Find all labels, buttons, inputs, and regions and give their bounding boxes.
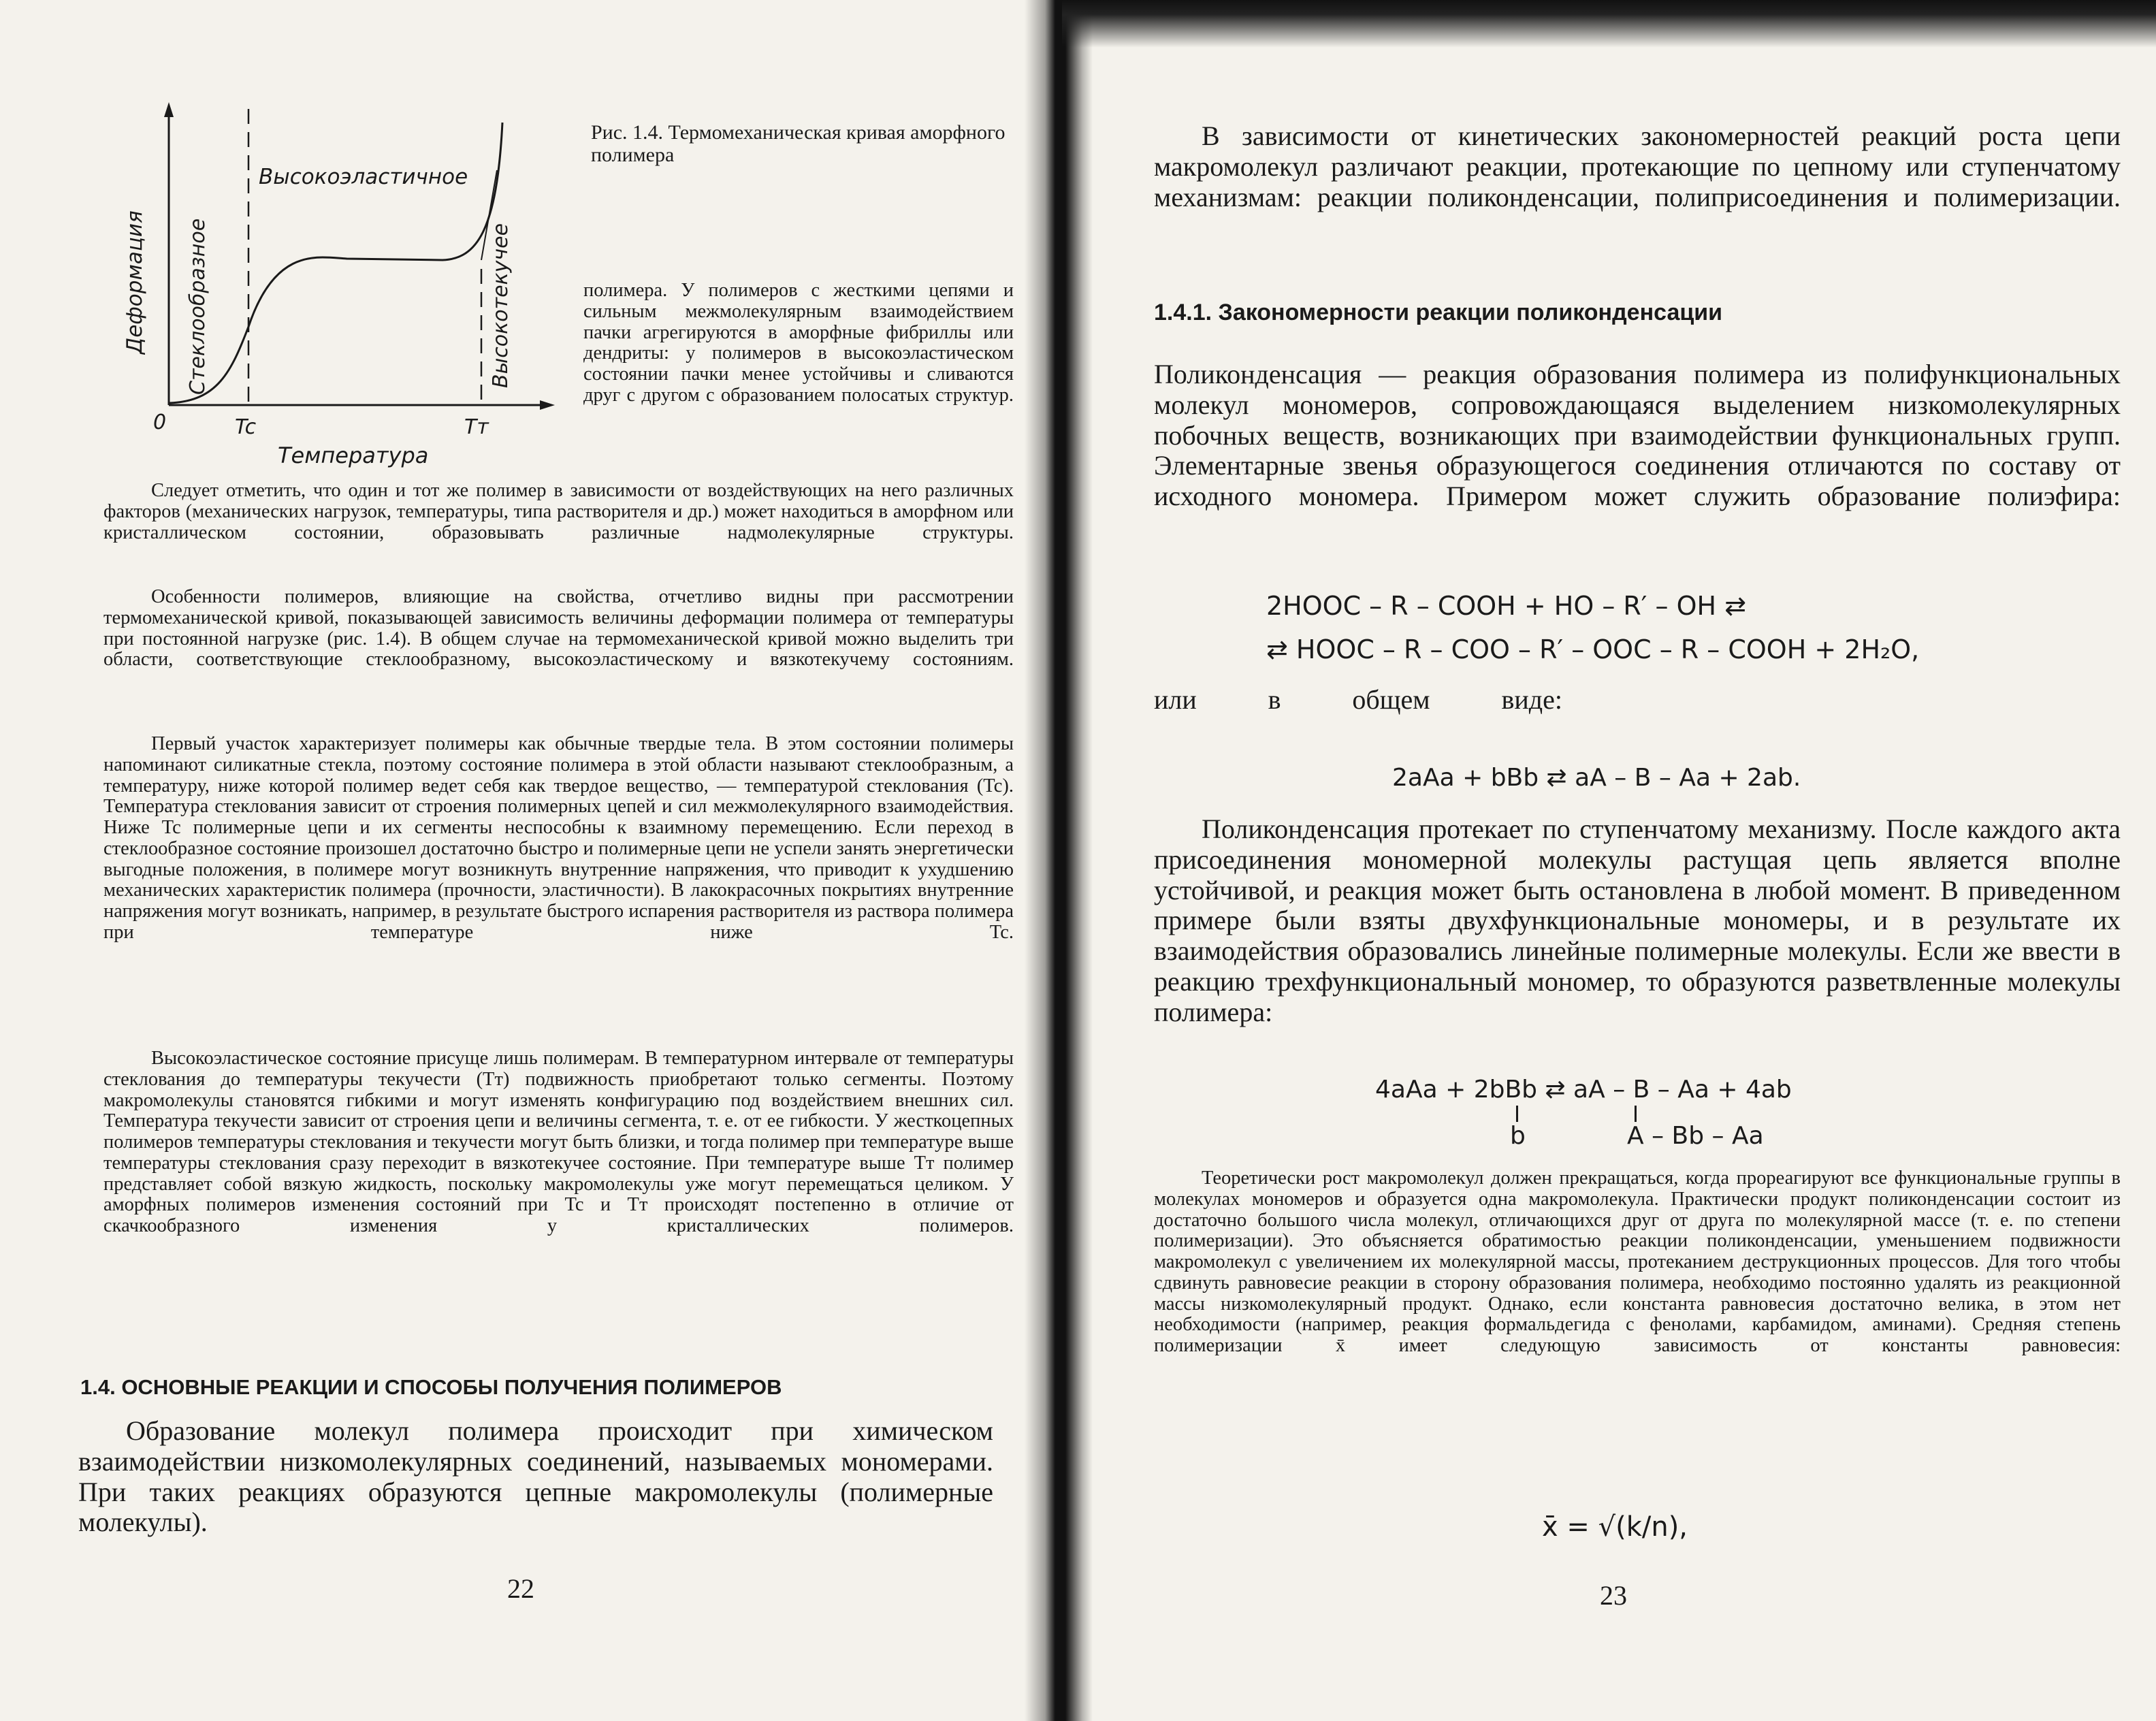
equation-polyester-line1: 2HOOC – R – COOH + HO – R′ – OH ⇄ [1266, 591, 1746, 621]
paragraph: Образование молекул полимера происходит при химическом взаимодействии низкомолекулярных соединений, называемых мономерами. При таких реакциях образуются цепные макромолекулы (полимерные молекулы). [78, 1415, 993, 1538]
equation-polymerization-degree: x̄ = √(k/n), [1542, 1511, 1688, 1543]
figure-caption: Рис. 1.4. Термомеханическая кривая аморфного полимера [591, 121, 1005, 166]
equation-polyester-line2: ⇄ HOOC – R – COO – R′ – OOC – R – COOH + 2H₂O, [1266, 634, 1920, 664]
thermomechanical-curve-figure [123, 95, 572, 477]
subsection-heading: 1.4.1. Закономерности реакции поликонденсации [1154, 300, 1723, 325]
branch-bond-2 [1635, 1106, 1637, 1122]
page-number: 23 [1600, 1580, 1627, 1611]
paragraph: полимера. У полимеров с жесткими цепями и сильным межмолекулярным взаимодействием пачки агрегируются в аморфные фибриллы или дендриты: у полимеров в высокоэластическом состоянии пачки менее устойчивы и сливаются друг с другом с образованием полосатых структур. [583, 280, 1014, 406]
paragraph: Особенности полимеров, влияющие на свойства, отчетливо видны при рассмотрении термомеханической кривой, показывающей зависимость величины деформации полимера от температуры при постоянной нагрузке (рис. 1.4). В общем случае на термомеханической кривой можно выделить три области, соответствующие стеклообразному, высокоэластическому и вязкотекучему состояниям. [103, 586, 1014, 671]
equation-general: 2aAa + bBb ⇄ aA – B – Aa + 2ab. [1392, 764, 1801, 792]
right-page [1082, 0, 2156, 1721]
left-page [0, 0, 1048, 1721]
y-axis-arrow [164, 102, 174, 117]
equation-branched-b: b [1510, 1122, 1526, 1150]
x-axis-arrow [540, 400, 555, 410]
tc-tick-label: Tc [235, 415, 257, 439]
y-axis-label: Деформация [123, 210, 147, 354]
paragraph: Поликонденсация протекает по ступенчатому механизму. После каждого акта присоединения мономерной молекулы растущая цепь является вполне устойчивой, и реакция может быть остановлена в любой момент. В приведенном примере были взяты двухфункциональные мономеры, и в результате их взаимодействия образовались линейные полимерные молекулы. Если же ввести в реакцию трехфункциональный мономер, то образуются разветвленные молекулы полимера: [1154, 814, 2121, 1027]
paragraph: или в общем виде: [1154, 684, 1562, 715]
paragraph: Теоретически рост макромолекул должен прекращаться, когда прореагируют все функциональные группы в молекулах мономеров и образуется одна макромолекула. Практически продукт поликонденсации состоит из достаточно большого числа молекул, отличающихся друг от друга по молекулярной массе (т. е. по степени полимеризации). Это объясняется обратимостью реакции поликонденсации, уменьшением подвижности макромолекул с увеличением их молекулярной массы, протеканием деструкционных процессов. Для того чтобы сдвинуть равновесие реакции в сторону образования полимера, необходимо постоянно удалять из реакционной массы низкомолекулярный продукт. Однако, если константа равновесия достаточно велика, в этом нет необходимости (например, реакция формальдегида с фенолами, карбамидом, аминами). Средняя степень полимеризации x̄ имеет следующую зависимость от константы равновесия: [1154, 1168, 2121, 1357]
equation-branched [1375, 1076, 1852, 1151]
equation-branched-main: 4aAa + 2bBb ⇄ aA – B – Aa + 4ab [1375, 1076, 1792, 1104]
paragraph: Поликонденсация — реакция образования полимера из полифункциональных молекул мономеров, сопровождающаяся выделением низкомолекулярных побочных веществ, возникающих при взаимодействии функциональных групп. Элементарные звенья образующегося соединения отличаются по составу от исходного мономера. Примером может служить образование полиэфира: [1154, 359, 2121, 512]
tt-tick-label: Tт [464, 415, 489, 439]
paragraph: Высокоэластическое состояние присуще лишь полимерам. В температурном интервале от температуры стеклования до температуры текучести (Tт) подвижность приобретают только сегменты. Поэтому макромолекулы становятся гибкими и могут изменять конфигурацию под воздействием внешних сил. Температура текучести зависит от строения цепи и величины сегмента, т. е. от ее гибкости. У жесткоцепных полимеров температуры стеклования и текучести могут быть близки, и тогда полимер при температуре выше температуры стеклования сразу переходит в вязкотекучее состояние. При температуре выше Tт полимер представляет собой вязкую жидкость, поскольку макромолекулы уже могут перемещаться целиком. У аморфных полимеров изменения состояний при Tc и Tт происходят постепенно в отличие от скачкообразного изменения у кристаллических полимеров. [103, 1048, 1014, 1237]
region-flow-label: Высокотекучее [489, 223, 513, 388]
region-elastic-label: Высокоэластичное [259, 165, 468, 189]
equation-branched-branch: A – Bb – Aa [1627, 1122, 1764, 1150]
branch-bond-1 [1516, 1106, 1518, 1122]
region-glassy-label: Стеклообразное [186, 218, 210, 395]
origin-label: 0 [153, 411, 167, 434]
paragraph: В зависимости от кинетических закономерностей реакций роста цепи макромолекул различают реакции, протекающие по цепному или ступенчатому механизмам: реакции поликонденсации, полиприсоединения и полимеризации. [1154, 120, 2121, 212]
paragraph: Следует отметить, что один и тот же полимер в зависимости от воздействующих на него различных факторов (механических нагрузок, температуры, типа растворителя и др.) может находиться в аморфном или кристаллическом состоянии, образовывать различные надмолекулярные структуры. [103, 480, 1014, 543]
page-number: 22 [507, 1573, 534, 1604]
paragraph: Первый участок характеризует полимеры как обычные твердые тела. В этом состоянии полимеры напоминают силикатные стекла, поэтому состояние полимера в этой области называют стеклообразным, а температуру, ниже которой полимер ведет себя как твердое вещество, — температурой стеклования (Tc). Температура стеклования зависит от строения полимерных цепей и сил межмолекулярного взаимодействия. Ниже Tc полимерные цепи и их сегменты неспособны к взаимному перемещению. Если переход в стеклообразное состояние произошел достаточно быстро и полимерные цепи не успели занять энергетически выгодные положения, в полимере могут возникнуть внутренние напряжения, что приводит к ухудшению механических характеристик полимера (прочности, эластичности). В лакокрасочных покрытиях внутренние напряжения могут возникать, например, в результате быстрого испарения растворителя из раствора полимера при температуре ниже Tc. [103, 733, 1014, 943]
section-heading: 1.4. ОСНОВНЫЕ РЕАКЦИИ И СПОСОБЫ ПОЛУЧЕНИЯ ПОЛИМЕРОВ [80, 1375, 782, 1399]
x-axis-label: Температура [278, 443, 429, 468]
